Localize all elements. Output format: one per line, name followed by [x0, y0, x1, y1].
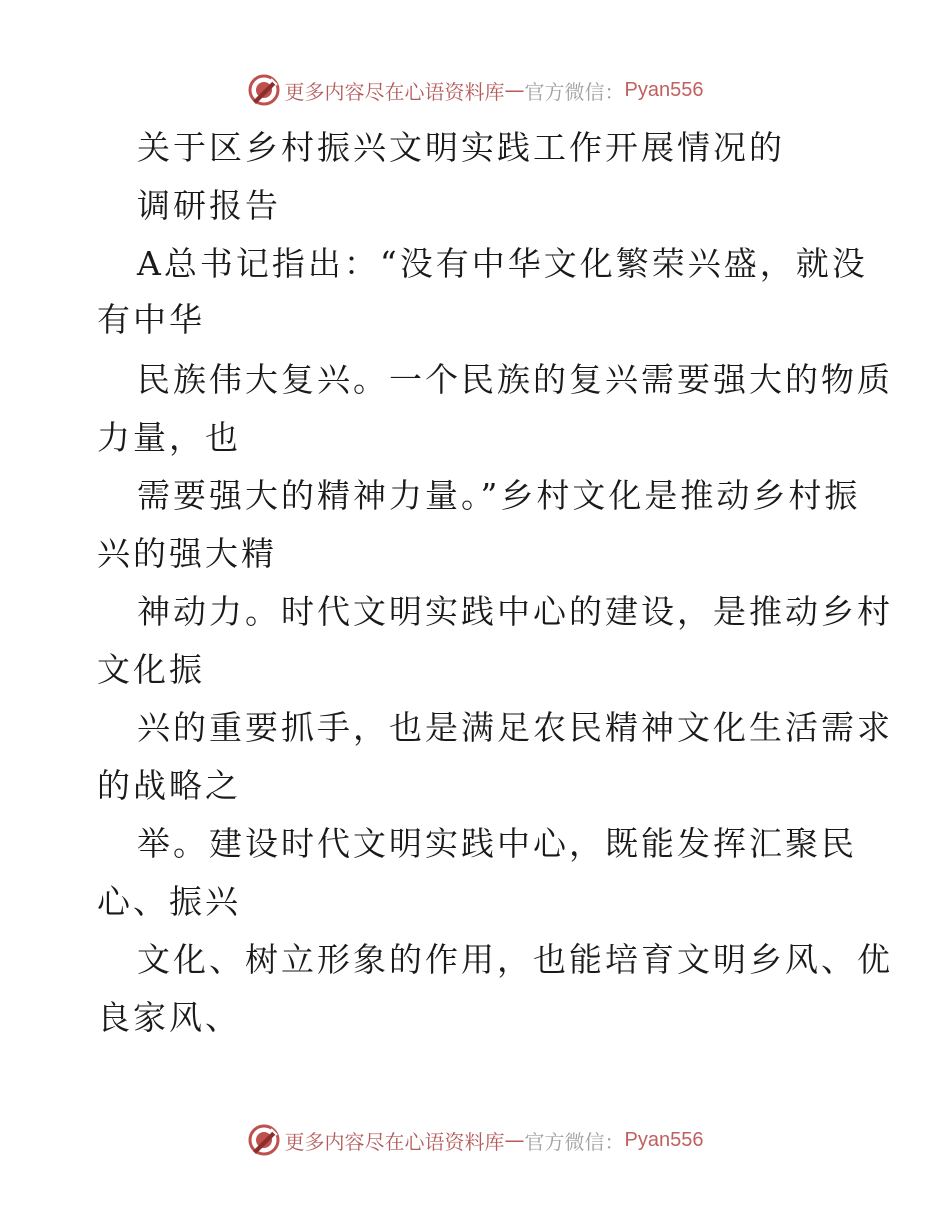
title-line-1: 关于区乡村振兴文明实践工作开展情况的 [137, 128, 785, 167]
title-line-2: 调研报告 [137, 186, 281, 225]
pen-logo-icon [247, 1123, 281, 1157]
paragraph-line: 文化振 [97, 650, 205, 689]
footer-banner [0, 1120, 950, 1160]
paragraph-line: 举。建设时代文明实践中心，既能发挥汇聚民 [137, 824, 857, 863]
paragraph-line: 力量，也 [97, 418, 241, 457]
paragraph-line: A总书记指出：“没有中华文化繁荣兴盛，就没 [137, 244, 868, 283]
banner-wechat-account: Pyan556 [624, 1128, 704, 1151]
paragraph-line: 兴的重要抓手，也是满足农民精神文化生活需求 [137, 708, 893, 747]
paragraph-line: 神动力。时代文明实践中心的建设，是推动乡村 [137, 592, 893, 631]
banner-wechat-label: 官方微信： [524, 79, 625, 104]
paragraph-line: 需要强大的精神力量。”乡村文化是推动乡村振 [137, 476, 861, 515]
banner-wechat-account: Pyan556 [624, 78, 704, 101]
paragraph-line: 有中华 [97, 300, 205, 339]
banner-text: 更多内容尽在心语资料库 [284, 1129, 505, 1154]
paragraph-line: 文化、树立形象的作用，也能培育文明乡风、优 [137, 940, 893, 979]
banner-dash: — [504, 1128, 525, 1152]
paragraph-line: 民族伟大复兴。一个民族的复兴需要强大的物质 [137, 360, 893, 399]
banner-text: 更多内容尽在心语资料库 [284, 79, 505, 104]
banner-wechat-label: 官方微信： [524, 1129, 625, 1154]
paragraph-line: 兴的强大精 [97, 534, 277, 573]
paragraph-line: 的战略之 [97, 766, 241, 805]
paragraph-line: 良家风、 [97, 998, 241, 1037]
banner-dash: — [504, 78, 525, 102]
paragraph-line: 心、振兴 [97, 882, 241, 921]
